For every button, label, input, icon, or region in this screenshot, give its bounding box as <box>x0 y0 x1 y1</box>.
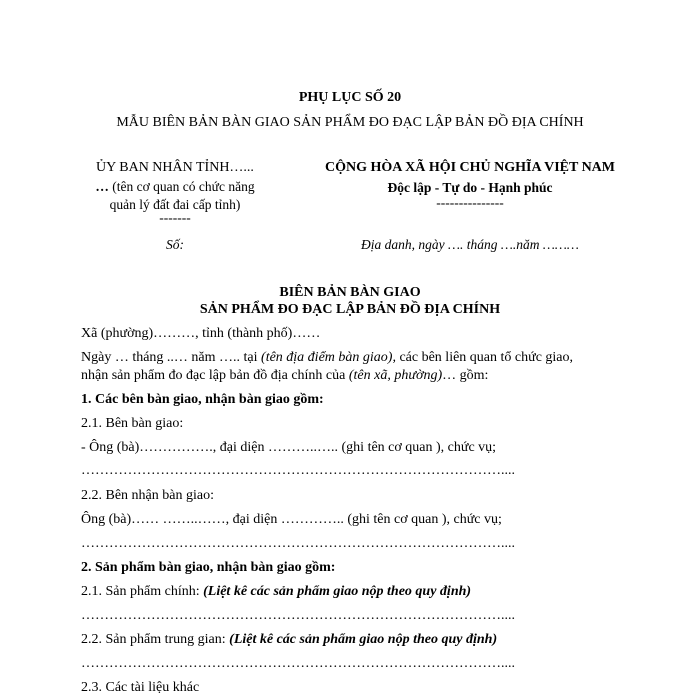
intermediate-products-dots: ……………………………………………………………………………….... <box>81 656 515 671</box>
intro-paragraph-line1: Ngày … tháng ..… năm ….. tại (tên địa điểm bàn giao), các bên liên quan tổ chức giao, <box>81 350 574 365</box>
intro-paragraph-line2: nhận sản phẩm đo đạc lập bản đồ địa chính của (tên xã, phường)… gồm: <box>81 368 489 383</box>
receiving-party-label: 2.2. Bên nhận bàn giao: <box>81 488 214 503</box>
commune-line: Xã (phường)………, tỉnh (thành phố)…… <box>81 326 321 341</box>
authority-description: … (tên cơ quan có chức năng <box>95 179 255 194</box>
authority-description-cont: quản lý đất đai cấp tỉnh) <box>109 197 241 212</box>
section-1-heading: 1. Các bên bàn giao, nhận bàn giao gồm: <box>81 392 324 407</box>
receiving-party-representative: Ông (bà)…… ……..……, đại diện ………….. (ghi tên cơ quan ), chức vụ; <box>81 512 502 527</box>
other-documents-label: 2.3. Các tài liệu khác <box>81 680 200 695</box>
section-2-heading: 2. Sản phẩm bàn giao, nhận bàn giao gồm: <box>81 560 336 575</box>
handover-party-representative: - Ông (bà)……………., đại diện ………..….. (ghi tên cơ quan ), chức vụ; <box>81 440 497 455</box>
handover-party-label: 2.1. Bên bàn giao: <box>81 416 184 431</box>
handover-party-dots: ……………………………………………………………………………….... <box>81 463 515 478</box>
document-number-label: Số: <box>166 237 184 252</box>
appendix-title: MẪU BIÊN BẢN BÀN GIAO SẢN PHẨM ĐO ĐẠC LẬP BẢN ĐỒ ĐỊA CHÍNH <box>116 115 584 130</box>
document-subtitle: SẢN PHẨM ĐO ĐẠC LẬP BẢN ĐỒ ĐỊA CHÍNH <box>199 302 501 317</box>
issuing-authority: ỦY BAN NHÂN TỈNH…... <box>96 160 254 175</box>
intermediate-products-line: 2.2. Sản phẩm trung gian: (Liệt kê các sản phẩm giao nộp theo quy định) <box>81 632 498 647</box>
main-products-dots: ……………………………………………………………………………….... <box>81 608 515 623</box>
right-divider: --------------- <box>436 195 504 210</box>
appendix-number: PHỤ LỤC SỐ 20 <box>298 90 402 105</box>
nation-name: CỘNG HÒA XÃ HỘI CHỦ NGHĨA VIỆT NAM <box>324 160 615 175</box>
national-motto: Độc lập - Tự do - Hạnh phúc <box>387 180 553 195</box>
receiving-party-dots: ……………………………………………………………………………….... <box>81 536 515 551</box>
main-products-line: 2.1. Sản phẩm chính: (Liệt kê các sản phẩm giao nộp theo quy định) <box>81 584 472 599</box>
document-title: BIÊN BẢN BÀN GIAO <box>279 285 421 300</box>
place-and-date: Địa danh, ngày …. tháng ….năm ……… <box>361 237 579 252</box>
left-divider: ------- <box>159 210 191 225</box>
